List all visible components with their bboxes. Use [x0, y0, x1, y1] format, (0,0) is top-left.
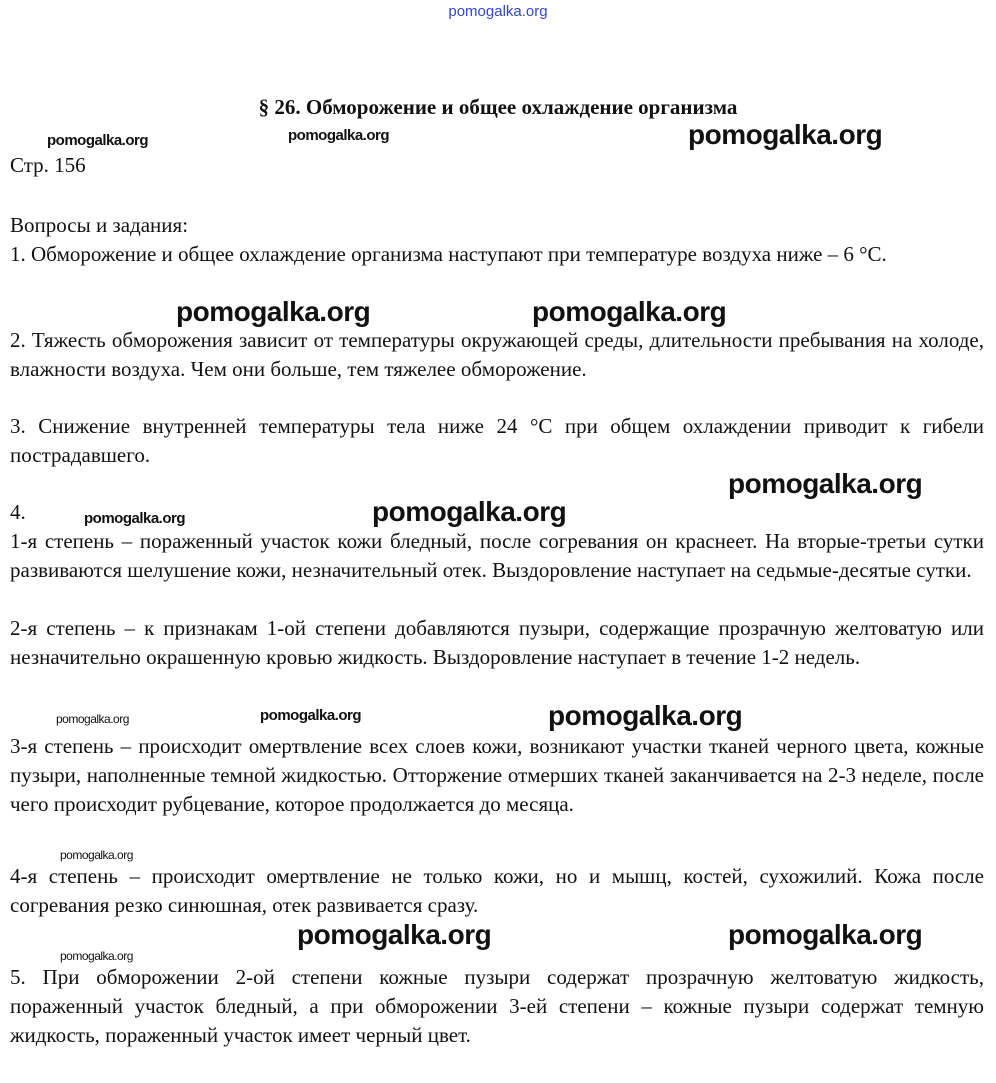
watermark: pomogalka.org [60, 949, 133, 963]
watermark: pomogalka.org [688, 119, 883, 150]
section-heading: Вопросы и задания: [10, 213, 189, 237]
watermark: pomogalka.org [47, 132, 149, 149]
answer-1: 1. Обморожение и общее охлаждение организма наступают при температуре воздуха ниже – 6 °C. [10, 242, 887, 266]
answer-4-degree-3: 3-я степень – происходит омертвление всех слоев кожи, возникают участки тканей черного цвета, кожные пузыри, наполненные темной жидкостью. Отторжение отмерших тканей заканчивается на 2-3 неделе, после чего происходит рубцевание, которое продолжается до месяца. [10, 734, 984, 816]
watermark: pomogalka.org [288, 127, 390, 144]
watermark: pomogalka.org [548, 700, 743, 731]
watermark: pomogalka.org [297, 919, 492, 950]
site-link[interactable]: pomogalka.org [448, 3, 548, 20]
page-reference: Стр. 156 [10, 153, 86, 177]
answer-3: 3. Снижение внутренней температуры тела ниже 24 °C при общем охлаждении приводит к гибели пострадавшего. [10, 414, 984, 467]
answer-4-degree-4: 4-я степень – происходит омертвление не только кожи, но и мышц, костей, сухожилий. Кожа после согревания резко синюшная, отек развивается сразу. [10, 864, 984, 917]
watermark: pomogalka.org [260, 707, 362, 724]
answer-4-degree-1: 1-я степень – пораженный участок кожи бледный, после согревания он краснеет. На вторые-третьи сутки развиваются шелушение кожи, незначительный отек. Выздоровление наступает на седьмые-десятые сутки. [10, 529, 984, 582]
answer-4-degree-2: 2-я степень – к признакам 1-ой степени добавляются пузыри, содержащие прозрачную желтоватую или незначительно окрашенную кровью жидкость. Выздоровление наступает в течение 1-2 недель. [10, 616, 984, 669]
watermark: pomogalka.org [728, 468, 923, 499]
answer-5: 5. При обморожении 2-ой степени кожные пузыри содержат прозрачную желтоватую жидкость, пораженный участок бледный, а при обморожении 3-ей степени – кожные пузыри содержат темную жидкость, пораженный участок имеет черный цвет. [10, 965, 984, 1047]
watermark: pomogalka.org [532, 296, 727, 327]
watermark: pomogalka.org [728, 919, 923, 950]
watermark: pomogalka.org [84, 510, 186, 527]
watermark: pomogalka.org [176, 296, 371, 327]
answer-4-label: 4. [10, 500, 26, 524]
watermark: pomogalka.org [372, 496, 567, 527]
watermark: pomogalka.org [56, 712, 129, 726]
watermark: pomogalka.org [60, 848, 133, 862]
page-title: § 26. Обморожение и общее охлаждение организма [258, 95, 738, 119]
answer-2: 2. Тяжесть обморожения зависит от температуры окружающей среды, длительности пребывания на холоде, влажности воздуха. Чем они больше, тем тяжелее обморожение. [10, 328, 984, 381]
